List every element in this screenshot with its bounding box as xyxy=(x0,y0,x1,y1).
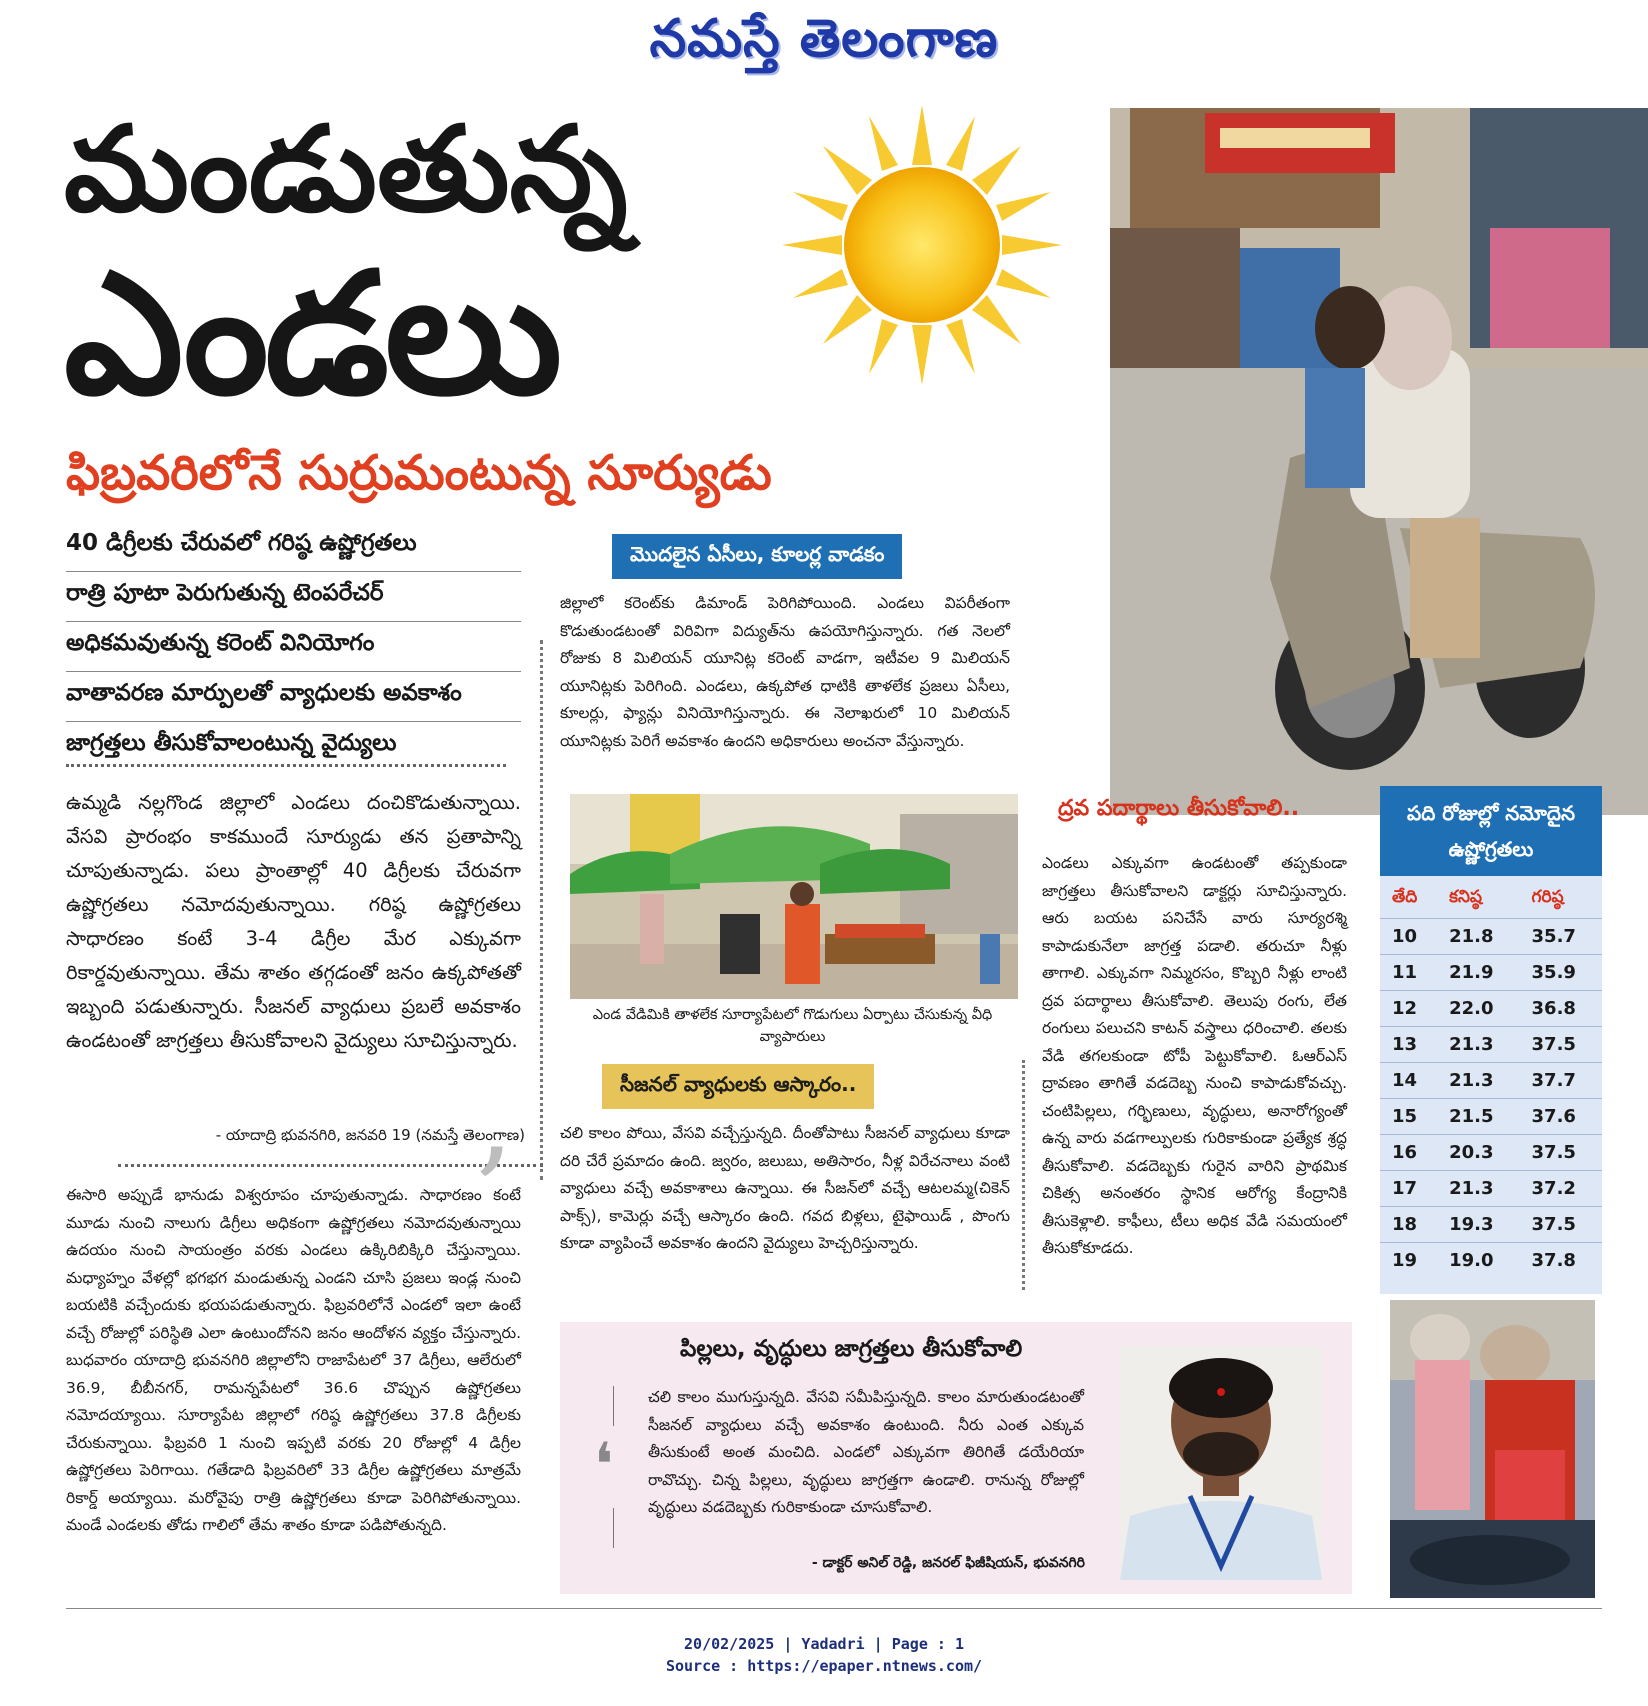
fluids-section-text: ఎండలు ఎక్కువగా ఉండటంతో తప్పకుండా జాగ్రత్తలు తీసుకోవాలని డాక్టర్లు సూచిస్తున్నారు. ఆరు బయట పనిచేసే వారు సూర్యరశ్మి కాపాడుకునేలా జాగ్రత్త పడాలి. తరుచూ నీళ్లు తాగాలి. ఎక్కువగా నిమ్మరసం, కొబ్బరి నీళ్లు లాంటి ద్రవ పదార్థాలు తీసుకోవాలి. తెలుపు రంగు, లేత రంగులు పలుచని కాటన్ వస్త్రాలు ధరించాలి. తలకు వేడి తగలకుండా టోపీ పెట్టుకోవాలి. ఓఆర్ఎస్ ద్రావణం తాగితే వడదెబ్బ నుంచి కాపాడుకోవచ్చు. చంటిపిల్లలు, గర్భిణులు, వృద్ధులు, అనారోగ్యంతో ఉన్న వారు వడగాల్పులకు గురికాకుండా ప్రత్యేక శ్రద్ధ తీసుకోవాలి. వడదెబ్బకు గురైన వారిని ప్రాథమిక చికిత్స అనంతరం స్థానిక ఆరోగ్య కేంద్రానికి తీసుకెళ్లాలి. కాఫీలు, టీలు అధిక వేడి సమయంలో తీసుకోకూడదు. xyxy=(1042,854,1347,1257)
dotted-divider xyxy=(540,640,543,1180)
cell-min: 22.0 xyxy=(1437,991,1519,1027)
scooter-rider-photo xyxy=(1110,108,1648,815)
cell-min: 20.3 xyxy=(1437,1135,1519,1171)
bullet-item: వాతావరణ మార్పులతో వ్యాధులకు అవకాశం xyxy=(66,672,521,722)
bullet-item: అధికమవుతున్న కరెంట్ వినియోగం xyxy=(66,622,521,672)
cell-min: 21.8 xyxy=(1437,919,1519,955)
cell-min: 21.5 xyxy=(1437,1099,1519,1135)
ac-section-heading: మొదలైన ఏసీలు, కూలర్ల వాడకం xyxy=(612,534,902,579)
quote-mark-icon: , xyxy=(476,1050,515,1189)
dateline: - యాదాద్రి భువనగిరి, జనవరి 19 (నమస్తే తెలంగాణ) xyxy=(215,1126,525,1144)
cell-max: 35.9 xyxy=(1520,955,1602,991)
quote-rule xyxy=(613,1386,614,1426)
lede-paragraph: ఉమ్మడి నల్లగొండ జిల్లాలో ఎండలు దంచికొడుతున్నాయి. వేసవి ప్రారంభం కాకముందే సూర్యుడు తన ప్రతాపాన్ని చూపుతున్నాడు. పలు ప్రాంతాల్లో 40 డిగ్రీలకు చేరువగా ఉష్ణోగ్రతలు నమోదవుతున్నాయి. గరిష్ఠ ఉష్ణోగ్రతలు సాధారణం కంటే 3-4 డిగ్రీల మేర ఎక్కువగా రికార్డవుతున్నాయి. తేమ శాతం తగ్గడంతో జనం ఉక్కపోతతో ఇబ్బంది పడుతున్నారు. సీజనల్ వ్యాధులు ప్రబలే అవకాశం ఉండటంతో జాగ్రత్తలు తీసుకోవాలని వైద్యులు సూచిస్తున్నారు. xyxy=(66,791,521,1052)
ac-section-text: జిల్లాలో కరెంట్‌కు డిమాండ్ పెరిగిపోయింది. ఎండలు విపరీతంగా కొడుతుండటంతో విరివిగా విద్యుత్‌ను ఉపయోగిస్తున్నారు. గత నెలలో రోజుకు 8 మిలియన్ యూనిట్ల కరెంట్ వాడగా, ఇటీవల 9 మిలియన్ యూనిట్లకు పెరిగింది. ఎండలు, ఉక్కపోత ధాటికి తాళలేక ప్రజలు ఏసీలు, కూలర్లు, ఫ్యాన్లు వినియోగిస్తున్నారు. ఈ నెలాఖరులో 10 మిలియన్ యూనిట్లకు పెరిగే అవకాశం ఉందని అధికారులు అంచనా వేస్తున్నారు. xyxy=(560,594,1010,750)
cell-max: 37.8 xyxy=(1520,1243,1602,1279)
table-row xyxy=(1380,1243,1602,1279)
cell-date: 19 xyxy=(1380,1243,1437,1279)
temperature-table-title: పది రోజుల్లో నమోదైన ఉష్ణోగ్రతలు xyxy=(1380,786,1602,876)
column-header-max: గరిష్ఠ xyxy=(1531,887,1564,907)
cell-date: 11 xyxy=(1380,955,1437,991)
table-row xyxy=(1380,1207,1602,1243)
cell-min: 21.3 xyxy=(1437,1171,1519,1207)
highlight-bullets xyxy=(66,522,521,771)
cell-date: 13 xyxy=(1380,1027,1437,1063)
dotted-divider xyxy=(66,764,506,767)
page-bottom-rule xyxy=(66,1608,1602,1609)
cell-max: 37.5 xyxy=(1520,1135,1602,1171)
column-header-date: తేది xyxy=(1392,887,1418,907)
cell-min: 21.3 xyxy=(1437,1063,1519,1099)
column-header-min: కనిష్ఠ xyxy=(1449,887,1483,907)
bullet-item: జాగ్రత్తలు తీసుకోవాలంటున్న వైద్యులు xyxy=(66,730,397,756)
table-row xyxy=(1380,1135,1602,1171)
headline-line-2: ఎండలు xyxy=(64,236,559,432)
cell-min: 19.3 xyxy=(1437,1207,1519,1243)
temperature-table-box xyxy=(1380,786,1602,1294)
cell-min: 19.0 xyxy=(1437,1243,1519,1279)
quote-mark-icon: ❛ xyxy=(594,1430,614,1500)
doctor-box-heading: పిల్లలు, వృద్ధులు జాగ్రత్తలు తీసుకోవాలి xyxy=(680,1336,1023,1362)
cell-max: 37.2 xyxy=(1520,1171,1602,1207)
table-row xyxy=(1380,955,1602,991)
cell-max: 36.8 xyxy=(1520,991,1602,1027)
cell-max: 37.6 xyxy=(1520,1099,1602,1135)
cell-max: 37.5 xyxy=(1520,1027,1602,1063)
bullet-item: 40 డిగ్రీలకు చేరువలో గరిష్ఠ ఉష్ణోగ్రతలు xyxy=(66,522,521,572)
cell-max: 35.7 xyxy=(1520,919,1602,955)
table-row xyxy=(1380,1171,1602,1207)
body-text-left: ఈసారి అప్పుడే భానుడు విశ్వరూపం చూపుతున్నాడు. సాధారణం కంటే మూడు నుంచి నాలుగు డిగ్రీలు అధికంగా ఉష్ణోగ్రతలు నమోదవుతున్నాయి ఉదయం నుంచి సాయంత్రం వరకు ఎండలు ఉక్కిరిబిక్కిరి చేస్తున్నాయి. మధ్యాహ్నం వేళల్లో భగభగ మండుతున్న ఎండని చూసి ప్రజలు ఇండ్ల నుంచి బయటికి వచ్చేందుకు భయపడుతున్నారు. ఫిబ్రవరిలోనే ఎండలో ఇలా ఉంటే వచ్చే రోజుల్లో పరిస్థితి ఎలా ఉంటుందోనని జనం ఆందోళన వ్యక్తం చేస్తున్నారు. బుధవారం యాదాద్రి భువనగిరి జిల్లాలోని రాజాపేటలో 37 డిగ్రీలు, ఆలేరులో 36.9, బీబీనగర్, రామన్నపేటలో 36.6 చొప్పున ఉష్ణోగ్రతలు నమోదయ్యాయి. సూర్యాపేట జిల్లాలో గరిష్ఠ ఉష్ణోగ్రతలు 37.8 డిగ్రీలకు చేరుకున్నాయి. ఫిబ్రవరి 1 నుంచి ఇప్పటి వరకు 20 రోజుల్లో 4 డిగ్రీల ఉష్ణోగ్రతలు పెరిగాయి. గతేడాది ఫిబ్రవరిలో 33 డిగ్రీల ఉష్ణోగ్రతలు మాత్రమే రికార్డ్ అయ్యాయి. మరోవైపు రాత్రి ఉష్ణోగ్రతలు కూడా పెరిగిపోతున్నాయి. మండే ఎండలకు తోడు గాలిలో తేమ శాతం కూడా పడిపోతున్నది. xyxy=(66,1186,521,1534)
seasonal-section-heading: సీజనల్ వ్యాధులకు ఆస్కారం.. xyxy=(602,1064,874,1109)
market-photo-caption: ఎండ వేడిమికి తాళలేక సూర్యాపేటలో గొడుగులు ఏర్పాటు చేసుకున్న వీధి వ్యాపారులు xyxy=(592,1007,993,1045)
seasonal-section-text: చలి కాలం పోయి, వేసవి వచ్చేస్తున్నది. దీంతోపాటు సీజనల్ వ్యాధులు కూడా దరి చేరే ప్రమాదం ఉంది. జ్వరం, జలుబు, అతిసారం, నీళ్ల విరేచనాలు వంటి వ్యాధులు వచ్చే అవకాశాలు ఉన్నాయి. ఈ సీజన్‌లో వచ్చే ఆటలమ్మ(చికెన్ పాక్స్), కామెర్లు వచ్చే ఆస్కారం ఉంది. గవద బిళ్లలు, టైఫాయిడ్ , పొంగు కూడా వ్యాపించే అవకాశం ఉందని వైద్యులు హెచ్చరిస్తున్నారు. xyxy=(560,1124,1010,1252)
doctor-quote-text: చలి కాలం ముగుస్తున్నది. వేసవి సమీపిస్తున్నది. కాలం మారుతుండటంతో సీజనల్ వ్యాధులు వచ్చే అవకాశం ఉంటుంది. నీరు ఎంత ఎక్కువ తీసుకుంటే అంత మంచిది. ఎండలో ఎక్కువగా తిరిగితే డయేరియా రావొచ్చు. చిన్న పిల్లలు, వృద్ధులు జాగ్రత్తగా ఉండాలి. రానున్న రోజుల్లో వృద్ధులు వడదెబ్బకు గురికాకుండా చూసుకోవాలి. xyxy=(648,1388,1084,1516)
dotted-divider xyxy=(1022,1060,1025,1290)
women-scooter-photo xyxy=(1390,1300,1595,1598)
headline-line-1: మండుతున్న xyxy=(64,100,628,238)
cell-date: 17 xyxy=(1380,1171,1437,1207)
table-row xyxy=(1380,1099,1602,1135)
sun-illustration xyxy=(782,100,1062,390)
cell-min: 21.3 xyxy=(1437,1027,1519,1063)
table-row xyxy=(1380,991,1602,1027)
quote-rule xyxy=(613,1508,614,1548)
fluids-section-heading: ద్రవ పదార్థాలు తీసుకోవాలి.. xyxy=(1058,796,1300,821)
market-vendors-photo xyxy=(570,794,1018,999)
table-row xyxy=(1380,1063,1602,1099)
cell-max: 37.5 xyxy=(1520,1207,1602,1243)
cell-date: 14 xyxy=(1380,1063,1437,1099)
cell-date: 12 xyxy=(1380,991,1437,1027)
doctor-signature: - డాక్టర్ అనిల్ రెడ్డి, జనరల్ ఫిజీషియన్, భువనగిరి xyxy=(811,1555,1085,1571)
subheadline: ఫిబ్రవరిలోనే సుర్రుమంటున్న సూర్యుడు xyxy=(66,445,772,501)
cell-date: 16 xyxy=(1380,1135,1437,1171)
footer-edition-line: 20/02/2025 | Yadadri | Page : 1 xyxy=(684,1635,964,1653)
newspaper-masthead: నమస్తే తెలంగాణ xyxy=(649,8,999,69)
cell-date: 18 xyxy=(1380,1207,1437,1243)
doctor-portrait-photo xyxy=(1120,1346,1322,1580)
table-row xyxy=(1380,919,1602,955)
cell-max: 37.7 xyxy=(1520,1063,1602,1099)
bullet-item: రాత్రి పూటా పెరుగుతున్న టెంపరేచర్ xyxy=(66,572,521,622)
temperature-table xyxy=(1380,880,1602,1278)
footer-source-line: Source : https://epaper.ntnews.com/ xyxy=(665,1657,983,1675)
table-row xyxy=(1380,1027,1602,1063)
cell-date: 10 xyxy=(1380,919,1437,955)
cell-min: 21.9 xyxy=(1437,955,1519,991)
cell-date: 15 xyxy=(1380,1099,1437,1135)
